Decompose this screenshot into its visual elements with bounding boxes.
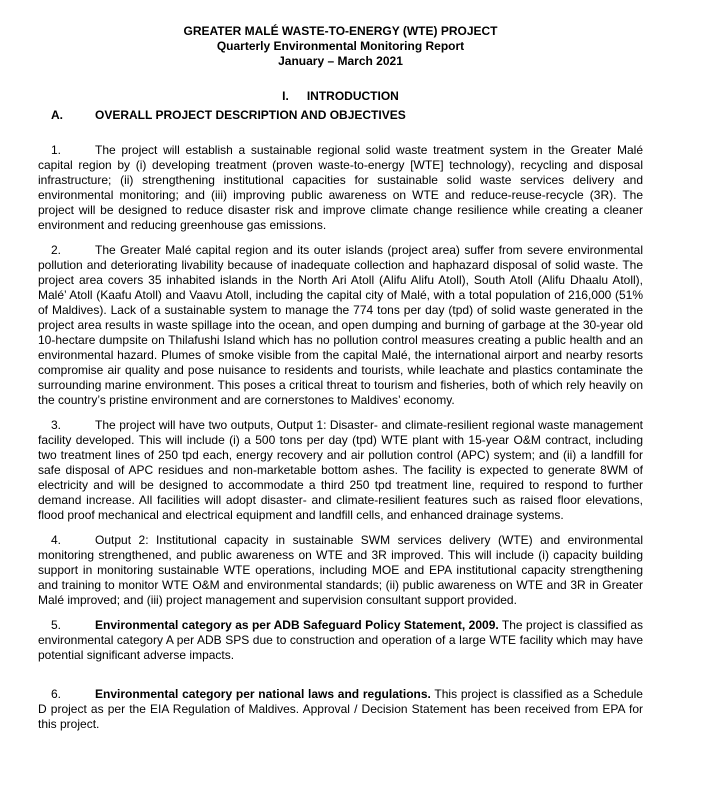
paragraph-5-bold-lead: Environmental category as per ADB Safeguard Policy Statement, 2009. bbox=[95, 618, 499, 632]
paragraph-2 bbox=[38, 243, 643, 408]
paragraph-4 bbox=[38, 533, 643, 608]
paragraph-4-text: Output 2: Institutional capacity in sustainable SWM services delivery (WTE) and environmental monitoring strengthened, and public awareness on WTE and 3R improved. This will include (i) capacity building support in monitoring sustainable WTE operations, including MOE and EPA institutional capacity strengthening and training to monitor WTE O&M and environmental standards; (ii) public awareness on WTE and 3R in Greater Malé improved; and (iii) project management and supervision consultant support provided. bbox=[38, 533, 643, 607]
report-period: January – March 2021 bbox=[278, 54, 403, 68]
paragraph-6 bbox=[38, 687, 643, 732]
paragraph-5-number: 5. bbox=[51, 618, 62, 632]
paragraph-3-text: The project will have two outputs, Output 1: Disaster- and climate-resilient regional waste management facility developed. This will include (i) a 500 tons per day (tpd) WTE plant with 15-year O&M contract, including two treatment lines of 250 tpd each, energy recovery and air pollution control (APC) system; and (ii) a landfill for safe disposal of APC residues and non-marketable bottom ashes. The facility is expected to generate 8WM of electricity and will be designed to accommodate a third 250 tpd treatment line, required to respond to further demand increase. All facilities will adopt disaster- and climate-resilient features such as raised floor elevations, flood proof mechanical and electrical equipment and landfill cells, and enhanced drainage systems. bbox=[38, 418, 643, 522]
report-title: GREATER MALÉ WASTE-TO-ENERGY (WTE) PROJECT bbox=[183, 24, 498, 38]
paragraph-4-number: 4. bbox=[51, 533, 62, 547]
paragraph-5-text: The project is classified as environmental category A per ADB SPS due to construction and operation of a large WTE facility which may have potential significant adverse impacts. bbox=[38, 618, 643, 662]
paragraph-6-text: This project is classified as a Schedule D project as per the EIA Regulation of Maldives. Approval / Decision Statement has been received from EPA for this project. bbox=[38, 687, 643, 731]
report-subtitle: Quarterly Environmental Monitoring Report bbox=[216, 39, 465, 53]
section-heading-introduction bbox=[38, 89, 643, 104]
subsection-label: OVERALL PROJECT DESCRIPTION AND OBJECTIVES bbox=[95, 108, 406, 122]
paragraph-2-number: 2. bbox=[51, 243, 62, 257]
report-title-block bbox=[38, 24, 643, 69]
paragraph-3-number: 3. bbox=[51, 418, 62, 432]
paragraph-1-text: The project will establish a sustainable regional solid waste treatment system in the Greater Malé capital region by (i) developing treatment (proven waste-to-energy [WTE] technology), recycling and disposal infrastructure; (ii) strengthening institutional capacities for sustainable solid waste services delivery and environmental monitoring; and (iii) improving public awareness on WTE and reduce-reuse-recycle (3R). The project will be designed to reduce disaster risk and improve climate change resilience while creating a cleaner environment and reducing greenhouse gas emissions. bbox=[38, 143, 643, 232]
paragraph-2-text: The Greater Malé capital region and its outer islands (project area) suffer from severe environmental pollution and deteriorating livability because of inadequate collection and haphazard disposal of solid waste. The project area covers 35 inhabited islands in the North Ari Atoll (Alifu Alifu Atoll), South Atoll (Alifu Dhaalu Atoll), Malé’ Atoll (Kaafu Atoll) and Vaavu Atoll, including the capital city of Malé, with a total population of 216,000 (51% of Maldives). Lack of a sustainable system to manage the 774 tons per day (tpd) of solid waste generated in the project area results in waste spillage into the ocean, and open dumping and burning of garbage at the 30-year old 10-hectare dumpsite on Thilafushi Island which has no pollution control measures creating a public health and an environmental hazard. Plumes of smoke visible from the capital Malé, the international airport and nearby resorts compromise air quality and pose nuisance to residents and tourists, while leachate and plastics contaminate the surrounding marine environment. This poses a critical threat to tourism and fisheries, both of which rely heavily on the country’s pristine environment and are cornerstones to Maldives’ economy. bbox=[38, 243, 643, 407]
paragraph-1-number: 1. bbox=[51, 143, 62, 157]
subsection-heading-a bbox=[38, 108, 643, 123]
section-numeral: I. bbox=[282, 89, 289, 103]
subsection-letter: A. bbox=[51, 108, 63, 122]
section-label: INTRODUCTION bbox=[306, 89, 399, 103]
paragraph-6-bold-lead: Environmental category per national laws and regulations. bbox=[95, 687, 431, 701]
paragraph-5 bbox=[38, 618, 643, 663]
paragraph-3 bbox=[38, 418, 643, 523]
paragraph-1 bbox=[38, 143, 643, 233]
paragraph-6-number: 6. bbox=[51, 687, 62, 701]
